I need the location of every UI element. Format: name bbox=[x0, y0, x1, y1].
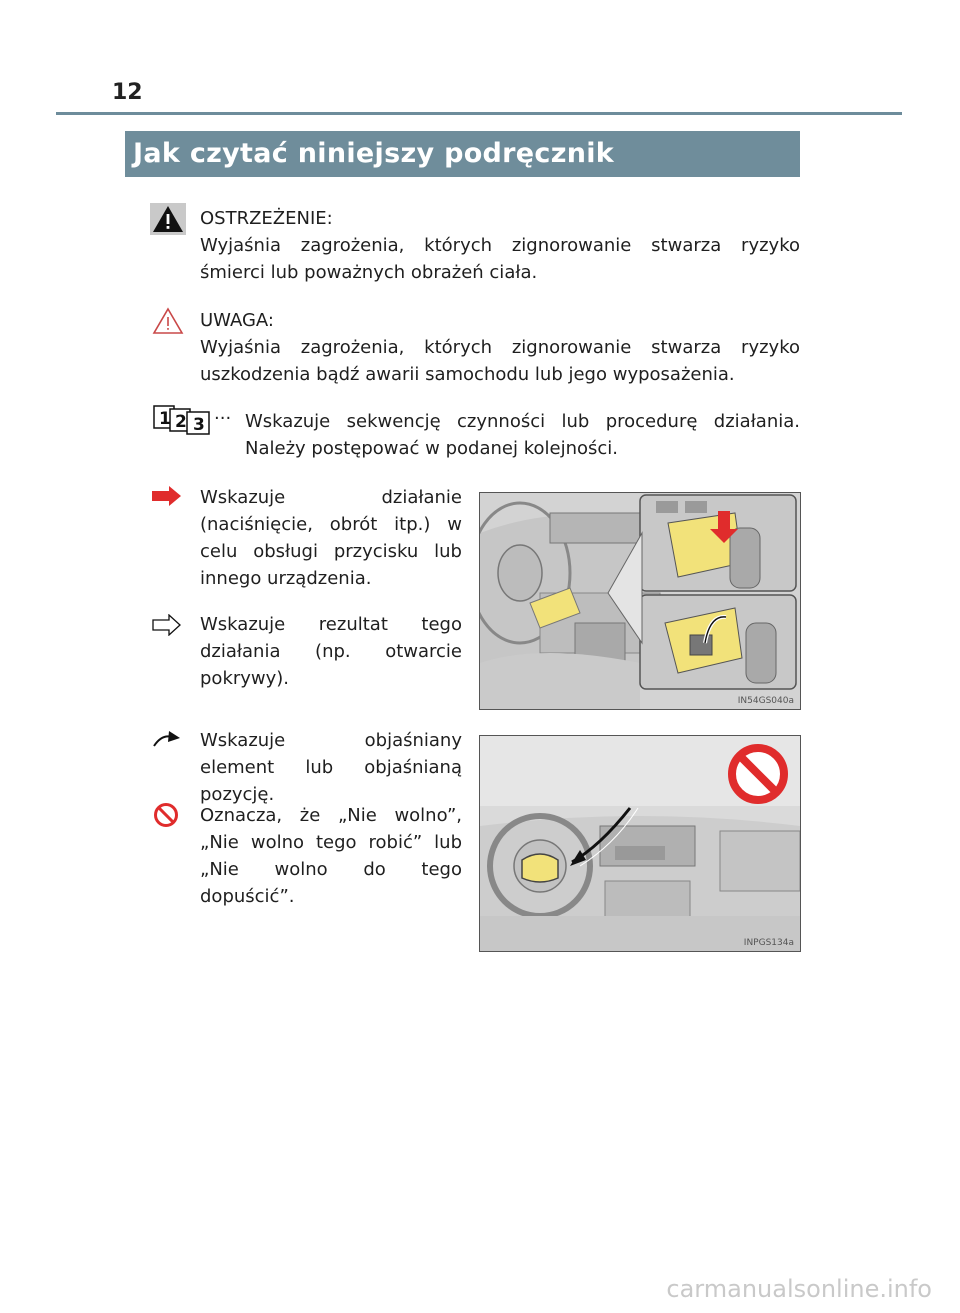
page-title: Jak czytać niniejszy podręcznik bbox=[125, 131, 800, 177]
caution-text: Wyjaśnia zagrożenia, których zignorowanie stwarza ryzyko uszkodzenia bądź awarii samochodu lub jego wyposażenia. bbox=[200, 337, 800, 385]
pointer-arrow-icon bbox=[152, 730, 182, 748]
steps-text: Wskazuje sekwencję czynności lub procedurę działania. Należy postępować w podanej kolejności. bbox=[245, 411, 800, 459]
action-arrow-icon bbox=[152, 486, 182, 506]
header-rule bbox=[56, 112, 902, 115]
prohibited-text: Oznacza, że „Nie wolno”, „Nie wolno tego robić” lub „Nie wolno do tego dopuścić”. bbox=[200, 805, 462, 907]
prohibited-icon bbox=[153, 802, 179, 828]
result-text: Wskazuje rezultat tego działania (np. otwarcie pokrywy). bbox=[200, 614, 462, 689]
caution-heading: UWAGA: bbox=[200, 310, 274, 331]
page-number: 12 bbox=[112, 80, 143, 105]
caution-triangle-icon bbox=[152, 307, 184, 335]
step-digit-2: 2 bbox=[175, 412, 187, 432]
figure-2-code: INPGS134a bbox=[743, 938, 794, 948]
figure-console-cover bbox=[479, 492, 801, 710]
step-dots: ··· bbox=[214, 408, 232, 429]
figure-1-code: IN54GS040a bbox=[737, 696, 794, 706]
step-digit-1: 1 bbox=[159, 409, 171, 429]
dashboard-illustration bbox=[480, 736, 800, 951]
watermark[interactable]: carmanualsonline.info bbox=[666, 1275, 932, 1303]
step-digit-3: 3 bbox=[193, 415, 205, 435]
action-text: Wskazuje działanie (naciśnięcie, obrót itp.) w celu obsługi przycisku lub innego urządzenia. bbox=[200, 487, 462, 589]
warning-text: Wyjaśnia zagrożenia, których zignorowanie stwarza ryzyko śmierci lub poważnych obrażeń ciała. bbox=[200, 235, 800, 283]
component-text: Wskazuje objaśniany element lub objaśnianą pozycję. bbox=[200, 730, 462, 805]
warning-triangle-icon bbox=[150, 203, 186, 235]
step-sequence-icon bbox=[153, 404, 215, 436]
console-illustration bbox=[480, 493, 800, 709]
warning-heading: OSTRZEŻENIE: bbox=[200, 208, 333, 229]
result-arrow-icon bbox=[152, 614, 182, 636]
figure-dashboard bbox=[479, 735, 801, 952]
